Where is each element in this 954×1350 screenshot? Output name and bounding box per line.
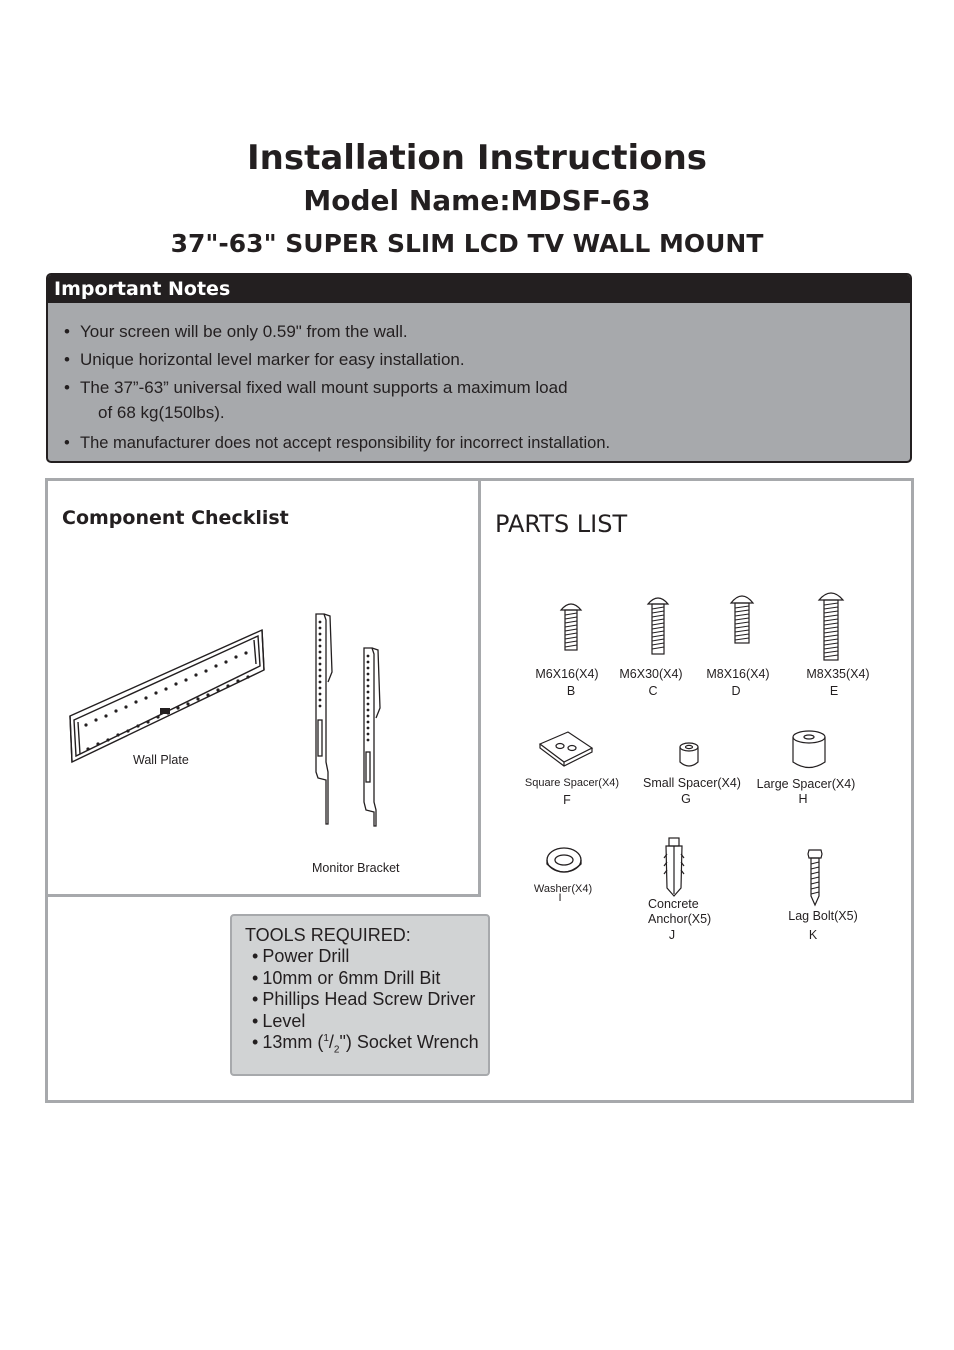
tool-item: • Phillips Head Screw Driver	[252, 989, 476, 1009]
washer-icon	[545, 846, 583, 878]
concrete-anchor-icon	[662, 838, 686, 898]
large-spacer-icon	[791, 729, 827, 771]
tool-item: • 13mm $(^1/_2")$ Socket Wrench	[252, 1032, 479, 1056]
part-j-letter: J	[668, 928, 676, 942]
bullet-icon: •	[64, 350, 70, 369]
part-b-letter: B	[566, 684, 576, 698]
part-c-name: M6X30(X4)	[619, 667, 683, 681]
bullet-icon: •	[64, 378, 70, 397]
part-j-name-cont: Anchor(X5)	[648, 912, 712, 926]
part-g-name: Small Spacer(X4)	[643, 776, 741, 790]
product-subtitle: 37"-63" SUPER SLIM LCD TV WALL MOUNT	[170, 229, 764, 258]
part-g-letter: G	[681, 792, 691, 806]
frame-divider-vertical	[478, 478, 481, 896]
part-i-name: Washer(X4)	[533, 883, 593, 895]
part-e-name: M8X35(X4)	[806, 667, 870, 681]
part-f-name: Square Spacer(X4)	[524, 777, 620, 789]
bullet-icon: •	[252, 1011, 259, 1031]
bullet-icon: •	[252, 968, 259, 988]
wall-plate-illustration	[66, 622, 270, 772]
part-d-letter: D	[731, 684, 741, 698]
note-item: • Your screen will be only 0.59" from the wall.	[64, 322, 408, 341]
part-i-letter: I	[558, 892, 562, 904]
model-name: Model Name:MDSF-63	[303, 184, 651, 217]
wall-plate-label: Wall Plate	[133, 753, 189, 767]
tool-item: • Level	[252, 1011, 306, 1031]
part-f-letter: F	[563, 793, 571, 807]
lag-bolt-icon	[807, 848, 823, 906]
note-item: • Unique horizontal level marker for easy installation.	[64, 350, 465, 369]
note-item-continuation: of 68 kg(150lbs).	[98, 403, 225, 422]
tool-item: • Power Drill	[252, 946, 350, 966]
part-h-name: Large Spacer(X4)	[756, 777, 856, 791]
parts-list-title: PARTS LIST	[495, 510, 628, 538]
part-c-letter: C	[648, 684, 658, 698]
frame-divider-horizontal	[45, 894, 481, 897]
screw-e-icon	[818, 588, 844, 662]
screw-b-icon	[560, 600, 582, 652]
part-j-name: Concrete	[648, 897, 699, 911]
part-b-name: M6X16(X4)	[535, 667, 599, 681]
small-spacer-icon	[678, 742, 700, 768]
tools-required-box	[230, 914, 490, 1076]
part-e-letter: E	[829, 684, 839, 698]
page-title: Installation Instructions	[246, 138, 708, 178]
screw-c-icon	[647, 594, 669, 656]
bullet-icon: •	[64, 434, 70, 452]
part-k-letter: K	[808, 928, 818, 942]
square-spacer-icon	[538, 730, 594, 766]
screw-d-icon	[730, 591, 754, 645]
monitor-bracket-illustration	[306, 612, 386, 828]
important-notes-box	[46, 273, 912, 463]
important-notes-heading: Important Notes	[48, 275, 910, 303]
note-item: • The 37”-63” universal fixed wall mount supports a maximum load	[64, 378, 568, 397]
part-d-name: M8X16(X4)	[706, 667, 770, 681]
component-checklist-title: Component Checklist	[62, 507, 289, 529]
bullet-icon: •	[252, 1032, 259, 1052]
note-item: • The manufacturer does not accept responsibility for incorrect installation.	[64, 434, 611, 452]
bullet-icon: •	[64, 322, 70, 341]
part-k-name: Lag Bolt(X5)	[788, 909, 858, 923]
tool-item: • 10mm or 6mm Drill Bit	[252, 968, 441, 988]
part-h-letter: H	[798, 792, 808, 806]
bullet-icon: •	[252, 946, 259, 966]
bullet-icon: •	[252, 989, 259, 1009]
tools-required-title: TOOLS REQUIRED:	[245, 925, 411, 945]
monitor-bracket-label: Monitor Bracket	[312, 861, 400, 875]
